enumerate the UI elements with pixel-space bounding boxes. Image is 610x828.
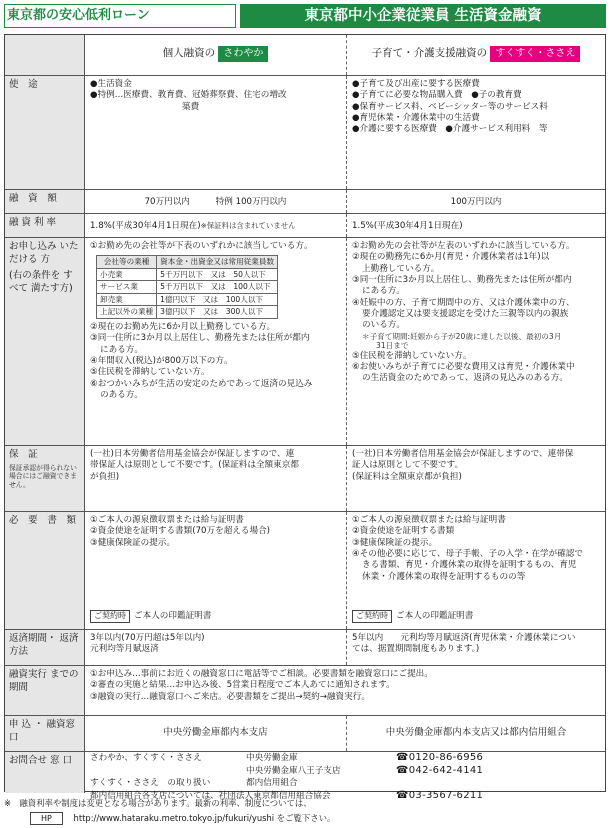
eligibility-b-line: ①お勤め先の会社等が左表のいずれかに該当している方。 xyxy=(352,241,575,251)
contact-content xyxy=(85,752,605,801)
contact-label: お問合せ 窓 口 xyxy=(5,752,85,793)
window-label: 申 込 ・ 融資窓口 xyxy=(5,716,85,751)
footer-note: ※ 融資利率や制度は変更となる場合があります。最新の利率、制度については、 xyxy=(4,798,312,808)
rate-a-note: ※保証料は含まれていません xyxy=(200,221,296,230)
size-table-cell: 5千万円以下 又は 50人以下 xyxy=(157,268,278,281)
eligibility-b-line: ⑥お使いみちが子育てに必要な費用又は育児・介護休業中 xyxy=(352,362,575,373)
repayment-sawayaka xyxy=(85,630,347,665)
rate-sukusuku: 1.5%(平成30年4月1日現在) xyxy=(352,221,463,231)
guarantee-a-line: (一社)日本労働者信用基金協会が保証しますので、連 xyxy=(90,449,295,459)
eligibility-b-line: のいる方。 xyxy=(362,320,405,331)
contact-cell: 中央労働金庫 xyxy=(246,753,298,763)
contact-grid xyxy=(90,752,600,802)
eligibility-b-line: の生活資金のためであって、返済の見込みのある方。 xyxy=(362,373,568,384)
footer xyxy=(4,796,606,826)
documents-b-line: ①ご本人の源泉徴収票または給与証明書 xyxy=(352,515,506,525)
phone-number: ☎03-3567-6211 xyxy=(396,789,484,801)
usage-a-line: ●特例…医療費、教育費、冠婚葬祭費、住宅の増改 xyxy=(90,90,287,101)
size-table-cell: 卸売業 xyxy=(97,293,157,306)
eligibility-a-line: ④年間収入(税込)が800万以下の方。 xyxy=(90,355,233,366)
eligibility-a-line: ⑤住民税を滞納していない方。 xyxy=(90,367,210,378)
documents-b-line: ③健康保険証の提示。 xyxy=(352,537,438,548)
repayment-a-line: 3年以内(70万円超は5年以内) xyxy=(90,633,205,643)
guarantee-b-line: (保証料は全額東京都が負担) xyxy=(352,471,462,482)
guarantee-b-line: 証人は原則として不要です。 xyxy=(352,460,464,471)
company-size-table xyxy=(96,255,278,319)
table-row xyxy=(97,281,278,294)
period-content xyxy=(85,666,605,715)
repayment-b-line: ては、据置期間制度もあります。) xyxy=(352,644,480,655)
column-head-sukusuku xyxy=(347,35,605,75)
footer-url[interactable]: http://www.hataraku.metro.tokyo.jp/fukuri/yushi をご覧下さい。 xyxy=(73,813,336,823)
repayment-b-line: 5年以内 元利均等月賦返済(育児休業・介護休業につい xyxy=(352,633,576,643)
repayment-a-line: 元利均等月賦返済 xyxy=(90,644,159,655)
documents-b-line: ④その他必要に応じて、母子手帳、子の入学・在学が確認で xyxy=(352,549,583,560)
window-sawayaka: 中央労働金庫都内本支店 xyxy=(85,716,347,751)
eligibility-a-line: のある方。 xyxy=(100,389,143,400)
guarantee-label-note: 保証承認が得られない場合にはご融資できません。 xyxy=(9,463,77,489)
usage-a-line: ●生活資金 xyxy=(90,79,132,89)
phone-number xyxy=(396,777,526,790)
contact-cell: 都内信用組合 xyxy=(246,778,298,788)
table-row xyxy=(97,306,278,319)
header-left-title: 東京都の安心低利ローン xyxy=(4,4,236,28)
rate-sawayaka xyxy=(85,214,347,237)
documents-sukusuku xyxy=(347,512,605,629)
usage-label: 使 途 xyxy=(5,76,85,189)
guarantee-a-line: 帯保証人は原則として不要です。(保証料は全額東京都 xyxy=(90,460,299,471)
size-table-header: 会社等の業種 xyxy=(97,256,157,269)
contact-cell: 中央労働金庫八王子支店 xyxy=(246,765,341,776)
rate-row xyxy=(5,213,605,237)
size-table-cell: サービス業 xyxy=(97,281,157,294)
documents-a-line: ③健康保険証の提示。 xyxy=(90,537,176,548)
contact-cell xyxy=(90,765,246,778)
documents-row xyxy=(5,511,605,629)
contract-note-a xyxy=(90,610,211,623)
size-table-cell: 上記以外の業種 xyxy=(97,306,157,319)
usage-b-line: ●子育て及び出産に要する医療費 xyxy=(352,79,480,89)
usage-row xyxy=(5,75,605,189)
documents-b-line: ②資金使途を証明する書類 xyxy=(352,526,455,537)
size-table-header: 資本金・出資金又は常用従業員数 xyxy=(157,256,278,269)
contact-cell: すくすく・ささえ の取り扱い xyxy=(90,778,211,788)
usage-sukusuku xyxy=(347,76,605,189)
size-table-cell: 1億円以下 又は 100人以下 xyxy=(157,293,278,306)
guarantee-b-line: (一社)日本労働者信用基金協会が保証しますので、連帯保 xyxy=(352,449,574,459)
documents-b-line: きる書類、育児・介護休業の取得を証明するもの、育児 xyxy=(362,560,577,571)
documents-label: 必 要 書 類 xyxy=(5,512,85,629)
table-row xyxy=(97,293,278,306)
column-head-sawayaka xyxy=(85,35,347,75)
eligibility-a-line: ②現在のお勤め先に6か月以上勤務している方。 xyxy=(90,321,276,332)
rate-a-value: 1.8%(平成30年4月1日現在) xyxy=(90,221,201,231)
rate-label: 融 資 利 率 xyxy=(5,214,85,237)
documents-b-line: 休業・介護休業の取得を証明するものの等 xyxy=(362,571,526,582)
column-b-prefix: 子育て・介護支援融資の xyxy=(371,47,488,59)
usage-b-line: ●介護に要する医療費 ●介護サービス利用料 等 xyxy=(352,124,548,135)
footer-url-line xyxy=(4,811,606,826)
eligibility-sawayaka xyxy=(85,238,347,445)
repayment-row xyxy=(5,629,605,665)
usage-b-line: ●保育サービス料、ベビーシッター等のサービス料 xyxy=(352,101,548,112)
repayment-sukusuku xyxy=(347,630,605,665)
contract-text: ご本人の印鑑証明書 xyxy=(134,611,212,622)
header-right-title: 東京都中小企業従業員 生活資金融資 xyxy=(240,4,606,28)
size-table-cell: 小売業 xyxy=(97,268,157,281)
contract-box-label: ご契約時 xyxy=(352,610,392,623)
documents-a-line: ②資金使途を証明する書類(70万を超える場合) xyxy=(90,526,271,537)
contact-cell: 都内信用組合各支店については、社団法人東京都信用組合協会 xyxy=(90,790,331,801)
eligibility-label-cell xyxy=(5,238,85,445)
eligibility-label-note: (右の条件を すべて 満たす方) xyxy=(9,270,73,294)
period-line: ①お申込み…事前にお近くの融資窓口に電話等でご相談。必要書類を融資窓口にご提出。 xyxy=(90,669,433,679)
guarantee-label-cell xyxy=(5,446,85,511)
amount-row xyxy=(5,189,605,213)
column-header-row xyxy=(5,35,605,75)
usage-b-line: ●子育てに必要な物品購入費 ●子の教育費 xyxy=(352,90,522,101)
period-row xyxy=(5,665,605,715)
window-row xyxy=(5,715,605,751)
phone-number: ☎0120-86-6956 xyxy=(396,752,484,763)
contract-box-label: ご契約時 xyxy=(90,610,130,623)
eligibility-b-line: にある方。 xyxy=(362,286,405,297)
amount-label: 融 資 額 xyxy=(5,190,85,213)
eligibility-b-line: 要介護認定又は要支援認定を受けた三親等以内の親族 xyxy=(362,309,569,320)
guarantee-sawayaka xyxy=(85,446,347,511)
amount-sawayaka: 70万円以内 特例 100万円以内 xyxy=(85,190,347,213)
loan-info-table xyxy=(4,34,606,801)
guarantee-row xyxy=(5,445,605,511)
amount-sukusuku: 100万円以内 xyxy=(450,197,502,207)
eligibility-b-note: ＊子育て期間:妊娠から子が20歳に達した以後、最初の3月 xyxy=(362,331,562,341)
period-label: 融資実行 までの期間 xyxy=(5,666,85,715)
eligibility-b-line: ④妊娠中の方、子育て期間中の方、又は介護休業中の方、 xyxy=(352,297,575,308)
usage-a-line: 築費 xyxy=(182,101,200,112)
eligibility-b-note: 31日まで xyxy=(376,341,409,351)
column-a-prefix: 個人融資の xyxy=(162,47,216,59)
contract-text: ご本人の印鑑証明書 xyxy=(396,611,474,622)
eligibility-label: お申し込み いただける 方 xyxy=(9,241,79,265)
eligibility-b-line: ③同一住所に3か月以上居住し、勤務先または住所が都内 xyxy=(352,275,572,286)
eligibility-b-line: ⑤住民税を滞納していない方。 xyxy=(352,350,472,361)
phone-number: ☎042-642-4141 xyxy=(396,764,484,776)
contact-row xyxy=(5,751,605,801)
header-corner-cell xyxy=(5,35,85,75)
eligibility-a-line: にある方。 xyxy=(100,344,143,355)
repayment-label: 返済期間・ 返済方法 xyxy=(5,630,85,665)
guarantee-sukusuku xyxy=(347,446,605,511)
size-table-cell: 3億円以下 又は 300人以下 xyxy=(157,306,278,319)
guarantee-label: 保 証 xyxy=(9,449,41,460)
usage-sawayaka xyxy=(85,76,347,189)
sukusuku-badge: すくすく・ささえ xyxy=(490,46,580,62)
eligibility-b-line: ②現在の勤務先に6か月(育児・介護休業者は1年)以 xyxy=(352,252,550,263)
eligibility-a-line: ③同一住所に3か月以上居住し、勤務先または住所が都内 xyxy=(90,333,310,344)
hp-label: HP xyxy=(30,812,63,825)
table-row xyxy=(97,268,278,281)
contact-cell: さわやか、すくすく・ささえ xyxy=(90,753,202,763)
documents-sawayaka xyxy=(85,512,347,629)
sawayaka-badge: さわやか xyxy=(218,46,268,62)
eligibility-sukusuku xyxy=(347,238,605,445)
contract-note-b xyxy=(352,610,473,623)
period-line: ③融資の実行…融資窓口へご来店。必要書類をご提出→契約→融資実行。 xyxy=(90,691,370,702)
eligibility-b-line: 上勤務している方。 xyxy=(362,263,440,274)
size-table-cell: 5千万円以下 又は 100人以下 xyxy=(157,281,278,294)
eligibility-a-line: ⑥おつかいみちが生活の安定のためであって返済の見込み xyxy=(90,378,313,389)
period-line: ②審査の実施と結果…お申込み後、5営業日程度でご本人あてに通知されます。 xyxy=(90,680,395,691)
documents-a-line: ①ご本人の源泉徴収票または給与証明書 xyxy=(90,515,244,525)
eligibility-row xyxy=(5,237,605,445)
eligibility-a-intro: ①お勤め先の会社等が下表のいずれかに該当している方。 xyxy=(90,241,313,251)
usage-b-line: ●育児休業・介護休業中の生活費 xyxy=(352,113,480,124)
guarantee-a-line: が負担) xyxy=(90,471,120,482)
window-sukusuku: 中央労働金庫都内本支店又は都内信用組合 xyxy=(385,727,567,739)
